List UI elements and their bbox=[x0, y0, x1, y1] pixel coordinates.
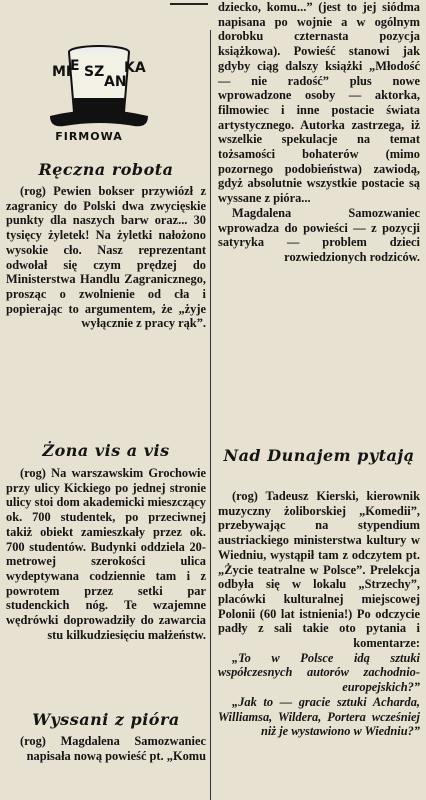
article-paragraph: Magdalena Samozwaniec wprowadza do powieści — z pozycji satyryka — problem dzieci rozwiedzionych rodziców. bbox=[218, 205, 420, 264]
article-body-wyssani-intro bbox=[6, 734, 206, 763]
article-body-wyssani-continued bbox=[218, 0, 420, 265]
article-body-reczna-robota bbox=[6, 184, 206, 331]
svg-text:E: E bbox=[70, 58, 80, 74]
article-heading-wyssani-z-piora: Wyssani z pióra bbox=[32, 710, 180, 729]
svg-text:AN: AN bbox=[104, 74, 127, 90]
article-heading-reczna-robota: Ręczna robota bbox=[38, 160, 174, 179]
article-paragraph: (rog) Tadeusz Kierski, kierownik muzyczny żoliborskiej „Komedii”, przebywając na stypendium austriackiego ministerstwa kultury w Wiedniu, wystąpił tam z odczytem pt. „Życie teatralne w Polsce”. Prelekcja odbyła się w lokalu „Strzechy”, placówki kulturalnej miejscowej Polonii (60 lat istnienia!) Po odczycie padły z sali takie oto pytania i komentarze: bbox=[218, 489, 420, 651]
corner-rule bbox=[170, 3, 208, 5]
article-paragraph: (rog) Na warszawskim Grochowie przy ulicy Kickiego po jednej stronie ulicy stoi dom akademicki mieszczący ok. 700 studentek, po przeciwnej takiż obiekt zamieszkały przez ok. 700 studentów. Budynki oddziela 20-metrowej szerokości ulica wydeptywana codziennie tam i z powrotem przez setki par studenckich nóg. Te wzajemne wędrówki doprowadziły do zawarcia stu kilkudziesięciu małżeństw. bbox=[6, 466, 206, 642]
article-heading-nad-dunajem-pytaja bbox=[218, 446, 420, 466]
article-paragraph: dziecko, komu...” (jest to jej siódma napisana po wojnie a w ogólnym dorobku czternasta pozycja książkowa). Powieść stanowi jak gdyby ciąg dalszy książki „Młodość — nie radość” plus nowe wprowadzone osoby — aktorka, filmowiec i inne postacie świata artystycznego. Autorka zastrzega, iż wszelkie spekulacje na temat tożsamości bohaterów (mimo pozornego podobieństwa) zawiodą, gdyż absolutnie wszystkie postacie są wyssane z pióra... bbox=[218, 0, 420, 206]
article-paragraph: (rog) Pewien bokser przywiózł z zagranicy do Polski dwa zwycięskie punkty dla naszych barw oraz... 30 tysięcy żyletek! Na żyletki nałożono wysokie cło. Nasz reprezentant odwołał się czym prędzej do Ministerstwa Handlu Zagranicznego, prosząc o zwolnienie od cła i popierając to argumentem, że „żyje wyłącznie z pracy rąk”. bbox=[6, 184, 206, 331]
svg-text:KA: KA bbox=[124, 60, 146, 76]
article-heading-zona-vis-a-vis: Żona vis a vis bbox=[42, 441, 170, 460]
column-divider bbox=[210, 30, 211, 800]
top-hat-icon bbox=[44, 42, 154, 137]
article-body-nad-dunajem bbox=[218, 489, 420, 739]
svg-text:MI: MI bbox=[52, 64, 72, 80]
svg-text:SZ: SZ bbox=[84, 64, 105, 80]
article-heading-text: Nad Dunajem pytają bbox=[223, 446, 415, 465]
logo-subtitle: FIRMOWA bbox=[55, 130, 123, 143]
article-paragraph: (rog) Magdalena Samozwaniec napisała nową powieść pt. „Komu bbox=[20, 734, 206, 763]
article-quote: „Jak to — gracie sztuki Acharda, Williamsa, Wildera, Portera wcześniej niż je wystawiono w Wiedniu?” bbox=[218, 694, 420, 739]
article-body-zona-vis-a-vis bbox=[6, 466, 206, 642]
article-quote: „To w Polsce idą sztuki współczesnych autorów zachodnio-europejskich?” bbox=[218, 650, 420, 695]
column-logo bbox=[16, 38, 156, 148]
